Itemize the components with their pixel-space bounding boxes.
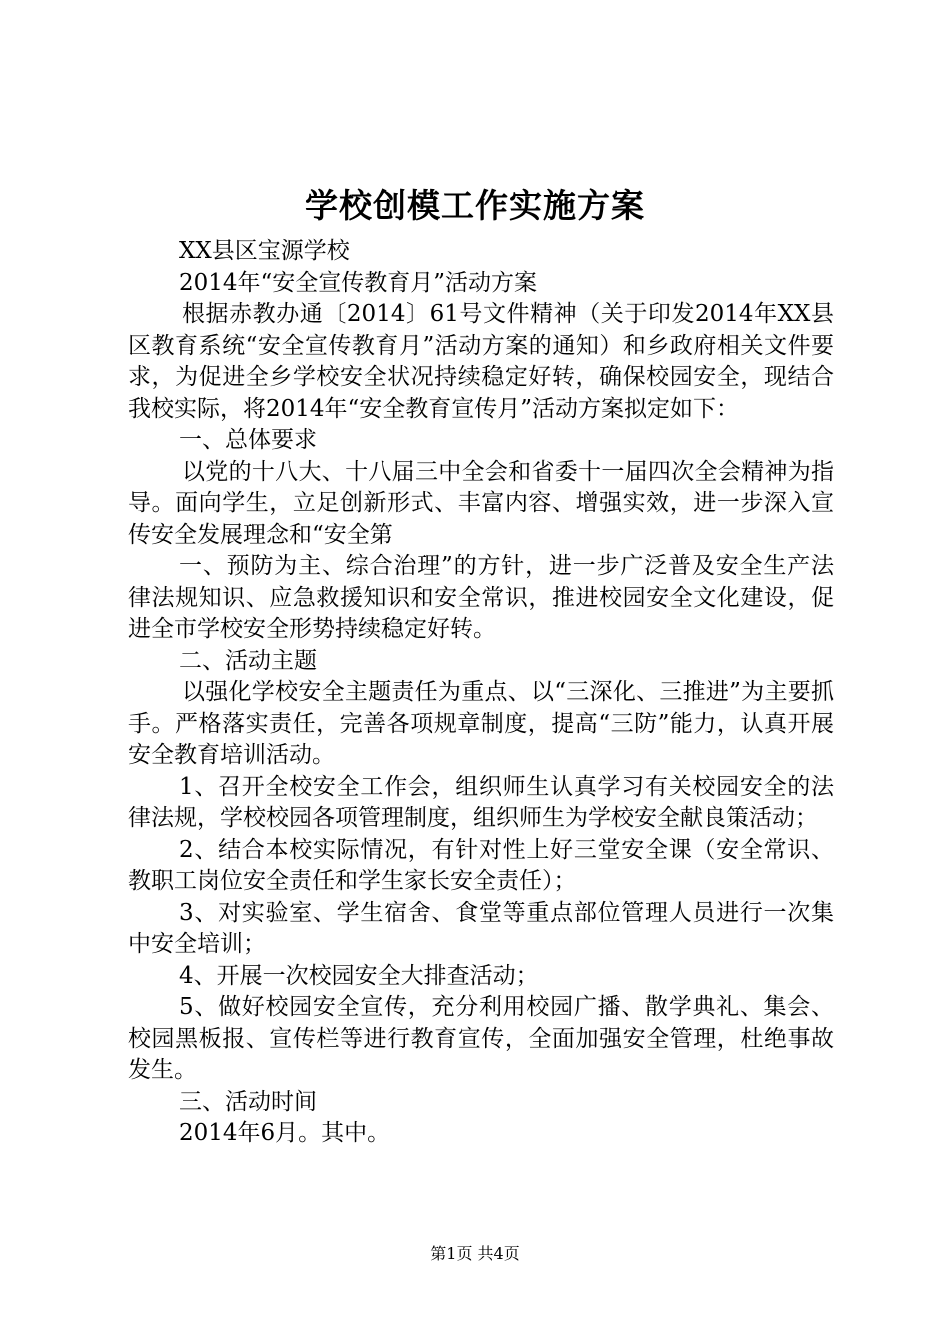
theme-paragraph: 以强化学校安全主题责任为重点、以“三深化、三推进”为主要抓手。严格落实责任，完善各项规章制度，提高“三防”能力，认真开展安全教育培训活动。 <box>128 679 834 768</box>
requirements-paragraph: 以党的十八大、十八届三中全会和省委十一届四次全会精神为指导。面向学生，立足创新形式、丰富内容、增强实效，进一步深入宣传安全发展理念和“安全第 <box>128 458 834 548</box>
activity-item-1: 1、召开全校安全工作会，组织师生认真学习有关校园安全的法律法规，学校校园各项管理制度，组织师生为学校安全献良策活动； <box>128 773 834 831</box>
section-heading-3: 三、活动时间 <box>179 1088 317 1115</box>
plan-subtitle: 2014年“安全宣传教育月”活动方案 <box>179 269 538 296</box>
document-body <box>128 236 834 1150</box>
activity-item-2: 2、结合本校实际情况，有针对性上好三堂安全课（安全常识、教职工岗位安全责任和学生家长安全责任）； <box>128 836 834 894</box>
activity-item-3: 3、对实验室、学生宿舍、食堂等重点部位管理人员进行一次集中安全培训； <box>128 899 834 957</box>
schedule-paragraph: 2014年6月。其中。 <box>179 1120 391 1146</box>
section-heading-2: 二、活动主题 <box>179 647 317 674</box>
intro-paragraph: 根据赤教办通〔2014〕61号文件精神（关于印发2014年XX县区教育系统“安全宣传教育月”活动方案的通知）和乡政府相关文件要求，为促进全乡学校安全状况持续稳定好转，确保校园安全，现结合我校实际，将2014年“安全教育宣传月”活动方案拟定如下： <box>128 301 834 422</box>
activity-item-5: 5、做好校园安全宣传，充分利用校园广播、散学典礼、集会、校园黑板报、宣传栏等进行教育宣传，全面加强安全管理，杜绝事故发生。 <box>128 994 834 1083</box>
document-title: 学校创模工作实施方案 <box>305 186 645 225</box>
school-name: XX县区宝源学校 <box>179 238 350 264</box>
activity-item-4: 4、开展一次校园安全大排查活动； <box>179 962 539 989</box>
policy-paragraph: 一、预防为主、综合治理”的方针，进一步广泛普及安全生产法律法规知识、应急救援知识和安全常识，推进校园安全文化建设，促进全市学校安全形势持续稳定好转。 <box>128 553 834 642</box>
page-number-footer: 第1页 共4页 <box>430 1244 520 1263</box>
section-heading-1: 一、总体要求 <box>179 427 317 453</box>
